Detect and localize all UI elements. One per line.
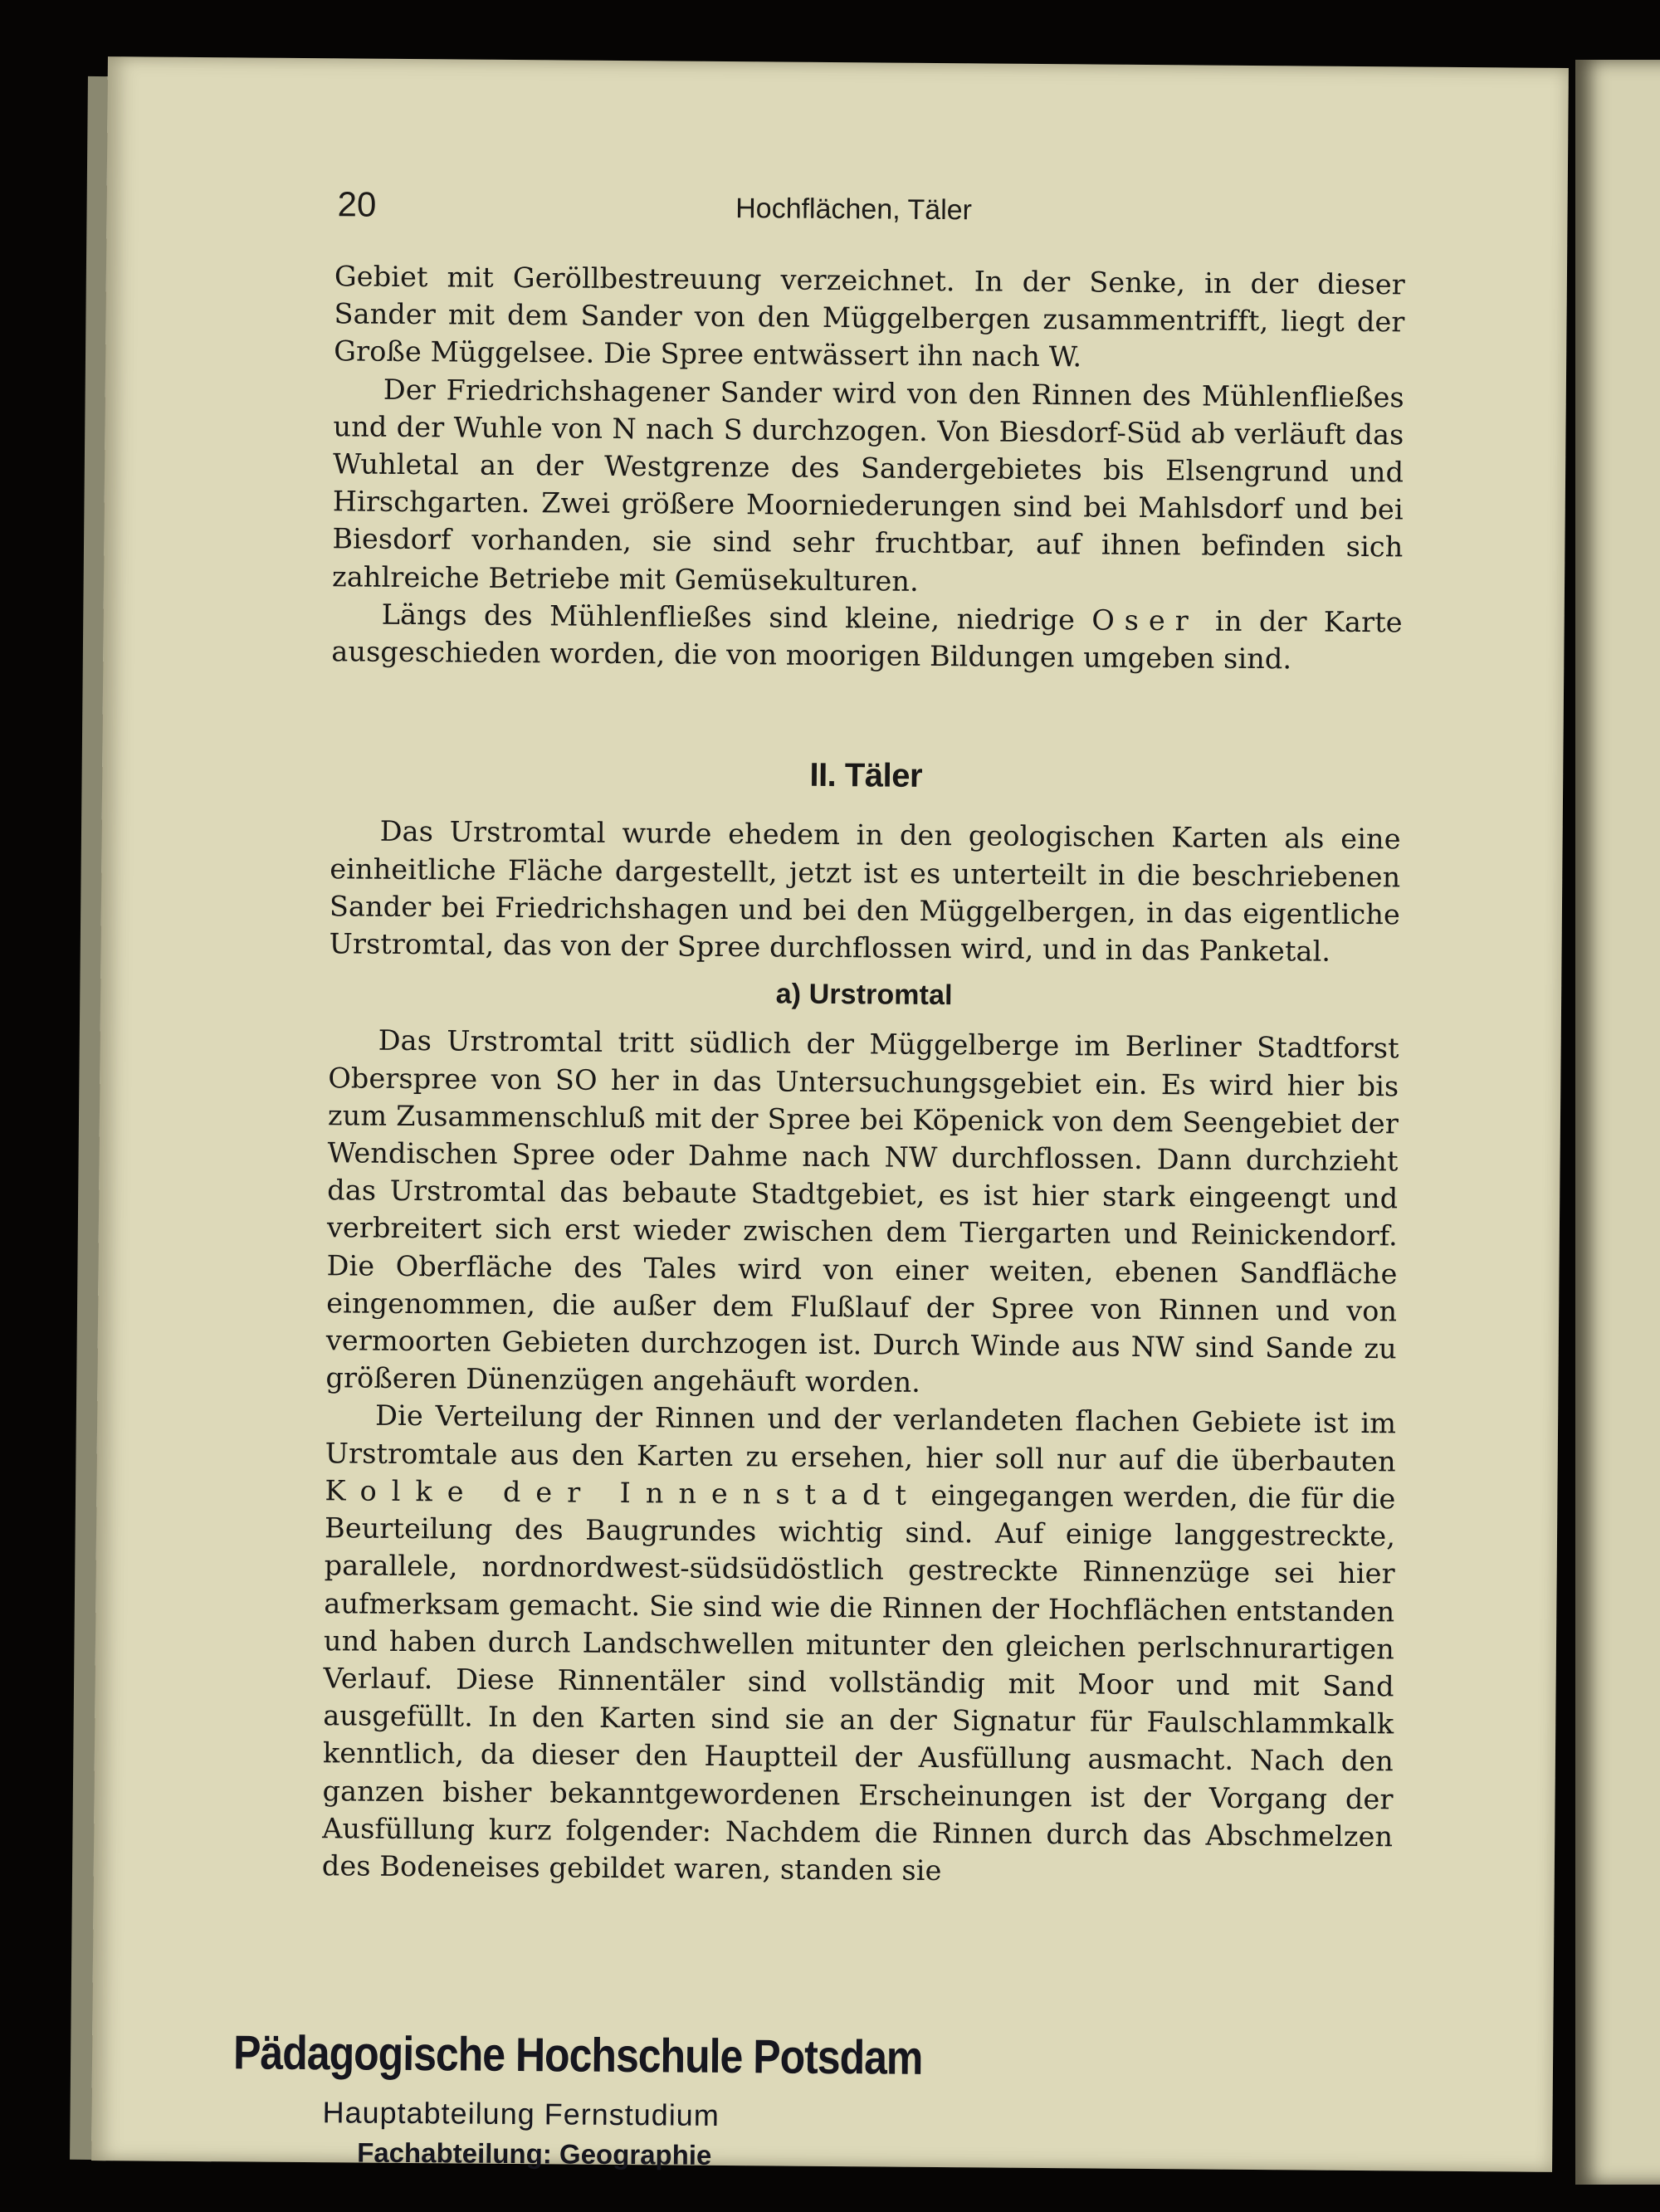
- paragraph: Das Urstromtal wurde ehedem in den geologischen Karten als eine einheitliche Fläche dargestellt, jetzt ist es unterteilt in die beschriebenen Sander bei Friedrichshagen und bei den Müggelbergen, in das eigentliche Urstromtal, das von der Spree durchflossen wird, und in das Panketal.: [329, 815, 1401, 968]
- spaced-term: Kolke der Innenstadt: [325, 1474, 922, 1511]
- page-number: 20: [337, 184, 377, 224]
- library-stamp: [232, 2024, 923, 2173]
- stamp-line: Fachabteilung: Geographie: [357, 2136, 712, 2170]
- running-title: Hochflächen, Täler: [735, 193, 973, 227]
- text-run: in der Karte ausgeschieden worden, die von moorigen Bildungen umgeben sind.: [331, 604, 1403, 676]
- paragraph: Gebiet mit Geröllbestreuung verzeichnet. In der Senke, in der dieser Sander mit dem Sander von den Müggelbergen zusammentrifft, liegt der Große Müggelsee. Die Spree entwässert ihn nach W.: [334, 260, 1406, 374]
- paragraph: [322, 1397, 1397, 1893]
- text-run: eingegangen werden, die für die Beurteilung des Baugrundes wichtig sind. Auf einige langgestreckte, parallele, nordnordwest-südsüdöstlich gestreckte Rinnenzüge sei hier aufmerksam gemacht. Sie sind wie die Rinnen der Hochflächen entstanden und haben durch Landschwellen mitunter den gleichen perlschnurartigen Verlauf. Diese Rinnentäler sind vollständig mit Moor und mit Sand ausgefüllt. In den Karten sind sie an der Signatur für Faulschlammkalk kenntlich, da dieser den Hauptteil der Ausfüllung ausmacht. Nach den ganzen bisher bekanntgewordenen Erscheinungen ist der Vorgang der Ausfüllung kurz folgender: Nachdem die Rinnen durch das Abschmelzen des Bodeneises gebildet waren, standen sie: [321, 1478, 1396, 1887]
- running-head: [106, 183, 1567, 244]
- subsection-heading: a) Urstromtal: [775, 978, 953, 1012]
- text-run: Längs des Mühlenfließes sind kleine, niedrige: [381, 598, 1092, 637]
- spaced-term: Oser: [1091, 603, 1199, 637]
- section-heading: II. Täler: [809, 757, 923, 795]
- next-page-edge: [1575, 60, 1660, 2185]
- paragraph: Das Urstromtal tritt südlich der Müggelberge im Berliner Stadtforst Oberspree von SO her in das Untersuchungsgebiet ein. Es wird hier bis zum Zusammenschluß mit der Spree bei Köpenick von dem Seengebiet der Wendischen Spree oder Dahme nach NW durchflossen. Dann durchzieht das Urstromtal das bebaute Stadtgebiet, es ist hier stark eingeengt und verbreitert sich erst wieder zwischen dem Tiergarten und Reinickendorf. Die Oberfläche des Tales wird von einer weiten, ebenen Sandfläche eingenommen, die außer dem Flußlauf der Spree von Rinnen und von vermoorten Gebieten durchzogen ist. Durch Winde aus NW sind Sande zu größeren Dünenzügen angehäuft worden.: [325, 1024, 1399, 1399]
- paragraph: [331, 595, 1403, 679]
- stamp-line: Pädagogische Hochschule Potsdam: [232, 2025, 923, 2085]
- stamp-line: Hauptabteilung Fernstudium: [322, 2095, 720, 2132]
- book-page: [91, 56, 1569, 2172]
- paragraph: Der Friedrichshagener Sander wird von den Rinnen des Mühlenfließes und der Wuhle von N nach S durchzogen. Von Biesdorf-Süd ab verläuft das Wuhletal an der Westgrenze des Sandergebietes bis Elsengrund und Hirschgarten. Zwei größere Moorniederungen sind bei Mahlsdorf und bei Biesdorf vorhanden, sie sind sehr fruchtbar, auf ihnen befinden sich zahlreiche Betriebe mit Gemüsekulturen.: [331, 373, 1404, 598]
- page-body: [322, 257, 1405, 1892]
- text-run: Die Verteilung der Rinnen und der verlandeten flachen Gebiete ist im Urstromtale aus den Karten zu ersehen, hier soll nur auf die überbauten: [325, 1399, 1397, 1478]
